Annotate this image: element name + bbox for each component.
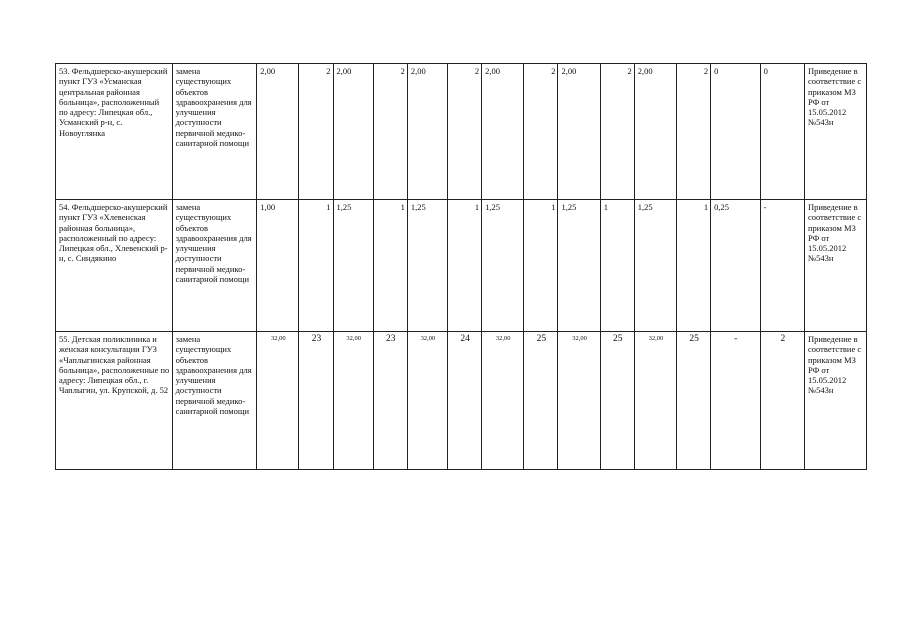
count-cell: 1 [299, 200, 333, 332]
deviation-cell: 2 [760, 332, 804, 470]
count-cell: 1 [448, 200, 482, 332]
count-cell: 24 [448, 332, 482, 470]
count-cell: 2 [600, 64, 634, 200]
value-cell: 1,25 [634, 200, 676, 332]
count-cell: 2 [524, 64, 558, 200]
deviation-cell: - [760, 200, 804, 332]
deviation-cell: 0 [760, 64, 804, 200]
value-cell: 2,00 [482, 64, 524, 200]
value-cell: 32,00 [407, 332, 447, 470]
count-cell: 23 [299, 332, 333, 470]
count-cell: 2 [299, 64, 333, 200]
purpose-cell: замена существующих объектов здравоохранения для улучшения доступности первичной медико-санитарной помощи [172, 64, 257, 200]
facility-name-cell: 55. Детская поликлиника и женская консультации ГУЗ «Чаплыгинская районная больница», расположенные по адресу: Липецкая обл., г. Чаплыгин, ул. Крупской, д. 52 [56, 332, 173, 470]
value-cell: 1,25 [333, 200, 373, 332]
note-cell: Приведение в соответствие с приказом МЗ РФ от 15.05.2012 №543н [805, 332, 867, 470]
count-cell: 25 [600, 332, 634, 470]
count-cell: 2 [373, 64, 407, 200]
count-cell: 2 [448, 64, 482, 200]
value-cell: 1,25 [482, 200, 524, 332]
note-cell: Приведение в соответствие с приказом МЗ РФ от 15.05.2012 №543н [805, 200, 867, 332]
facilities-table [55, 63, 867, 470]
count-cell: 1 [677, 200, 711, 332]
count-cell: 1 [524, 200, 558, 332]
count-cell: 23 [373, 332, 407, 470]
deviation-cell: 0,25 [711, 200, 761, 332]
table-row [56, 200, 867, 332]
count-cell: 25 [524, 332, 558, 470]
facility-name-cell: 54. Фельдшерско-акушерский пункт ГУЗ «Хлевенская районная больница», расположенный по адресу: Липецкая обл., Хлевенский р-н, с. Синдякино [56, 200, 173, 332]
deviation-cell: - [711, 332, 761, 470]
count-cell: 1 [373, 200, 407, 332]
value-cell: 1,25 [558, 200, 600, 332]
purpose-cell: замена существующих объектов здравоохранения для улучшения доступности первичной медико-санитарной помощи [172, 332, 257, 470]
value-cell: 32,00 [257, 332, 299, 470]
value-cell: 2,00 [333, 64, 373, 200]
facility-name-cell: 53. Фельдшерско-акушерский пункт ГУЗ «Усманская центральная районная больница», расположенный по адресу: Липецкая обл., Усманский р-н, с. Новоуглянка [56, 64, 173, 200]
table-row [56, 64, 867, 200]
value-cell: 2,00 [558, 64, 600, 200]
value-cell: 2,00 [634, 64, 676, 200]
value-cell: 2,00 [257, 64, 299, 200]
value-cell: 1,25 [407, 200, 447, 332]
count-cell: 1 [600, 200, 634, 332]
note-cell: Приведение в соответствие с приказом МЗ РФ от 15.05.2012 №543н [805, 64, 867, 200]
value-cell: 32,00 [482, 332, 524, 470]
value-cell: 1,00 [257, 200, 299, 332]
count-cell: 25 [677, 332, 711, 470]
purpose-cell: замена существующих объектов здравоохранения для улучшения доступности первичной медико-санитарной помощи [172, 200, 257, 332]
value-cell: 32,00 [333, 332, 373, 470]
table-row [56, 332, 867, 470]
value-cell: 32,00 [558, 332, 600, 470]
value-cell: 2,00 [407, 64, 447, 200]
count-cell: 2 [677, 64, 711, 200]
value-cell: 32,00 [634, 332, 676, 470]
deviation-cell: 0 [711, 64, 761, 200]
